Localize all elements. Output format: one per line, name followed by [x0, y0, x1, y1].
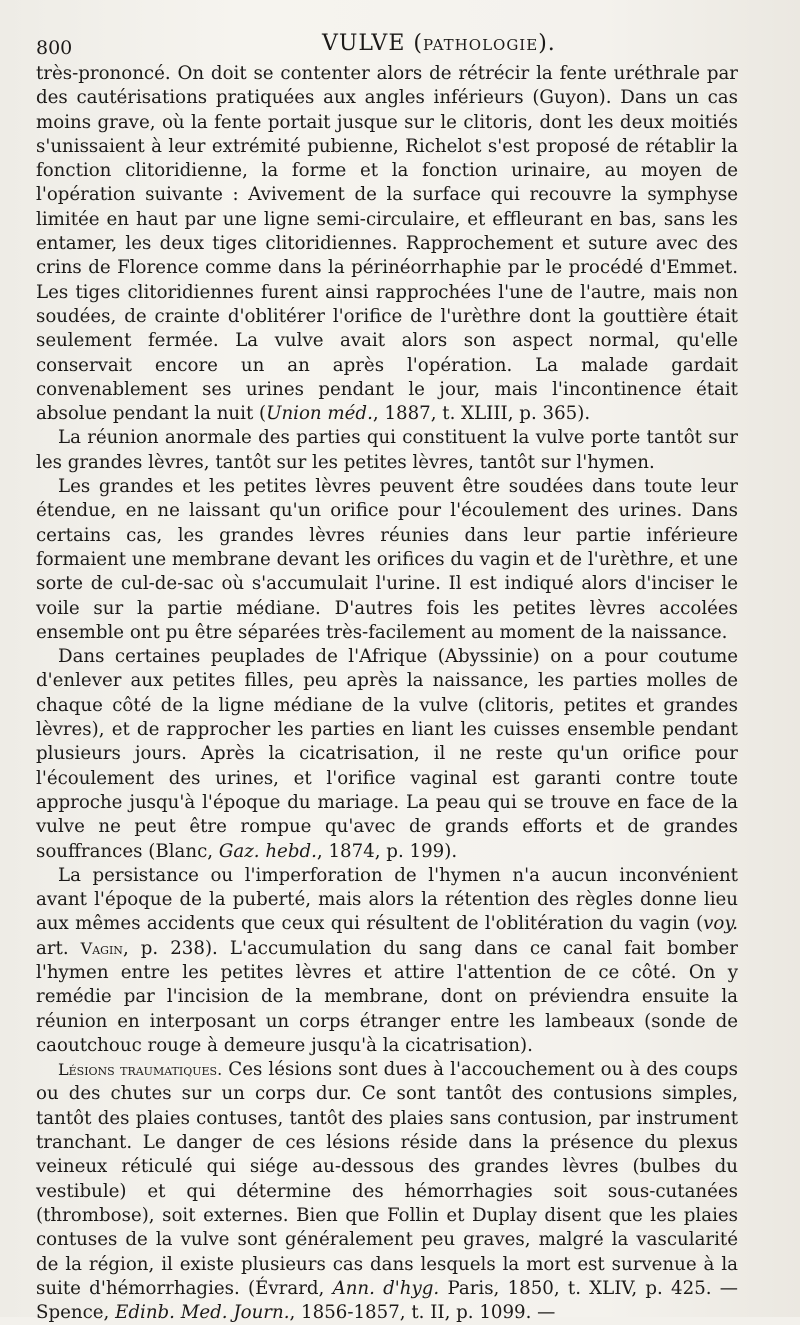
running-title-main: VULVE (: [322, 31, 423, 56]
paragraph-abyssinia: [36, 645, 738, 864]
paragraph-text: , p. 238). L'accumulation du sang dans ce canal fait bomber l'hymen entre les petites lèvres et attire l'attention de ce côté. On y remédie par l'incision de la membrane, dont on préviendra ensuite la réunion en interposant un corps étranger entre les lambeaux (sonde de caoutchouc rouge à demeure jusqu'à la cicatrisation).: [36, 937, 738, 1056]
paragraph-text: Dans certaines peuplades de l'Afrique (Abyssinie) on a pour coutume d'enlever aux petites filles, peu après la naissance, les parties molles de chaque côté de la ligne médiane de la vulve (clitoris, petites et grandes lèvres), et de rapprocher les parties en liant les cuisses ensemble pendant plusieurs jours. Après la cicatrisation, il ne reste qu'un orifice pour l'écoulement des urines, et l'orifice vaginal est garanti contre toute approche jusqu'à l'époque du mariage. La peau qui se trouve en face de la vulve ne peut être rompue qu'avec de grands efforts et de grandes souffrances (Blanc,: [36, 646, 738, 862]
paragraph-abnormal-union: La réunion anormale des parties qui constituent la vulve porte tantôt sur les grandes lèvres, tantôt sur les petites lèvres, tantôt sur l'hymen.: [36, 427, 738, 473]
section-heading-lesions: Lésions traumatiques.: [58, 1060, 223, 1080]
cross-reference-voy: voy.: [703, 913, 738, 935]
paragraph-text: , 1874, p. 199).: [316, 840, 458, 862]
paragraph-hymen: [36, 864, 738, 1058]
running-head: [36, 28, 738, 62]
paragraph-richelot-operation: [36, 62, 738, 426]
page-number: 800: [36, 37, 73, 59]
paragraph-text: , 1887, t. XLIII, p. 365).: [372, 403, 591, 425]
paragraph-traumatic-lesions: [36, 1058, 738, 1325]
citation-edinb-med-journ: Edinb. Med. Journ.: [115, 1302, 290, 1324]
citation-ann-hyg: Ann. d'hyg.: [332, 1277, 440, 1299]
cross-reference-vagin: Vagin: [80, 938, 123, 958]
running-title-small-caps: PATHOLOGIE: [422, 36, 539, 54]
paragraph-text: La persistance ou l'imperforation de l'hymen n'a aucun inconvénient avant l'époque de la puberté, mais alors la rétention des règles donne lieu aux mêmes accidents que ceux qui résultent de l'oblitération du vagin (: [36, 864, 738, 935]
running-title: [322, 30, 556, 59]
citation-union-med: Union méd.: [266, 403, 373, 425]
paragraph-text: , 1856-1857, t. II, p. 1099. —: [289, 1302, 556, 1324]
paragraph-text: art.: [36, 937, 81, 959]
paragraph-text: très-prononcé. On doit se contenter alors de rétrécir la fente uréthrale par des cautérisations pratiquées aux angles inférieurs (Guyon). Dans un cas moins grave, où la fente portait jusque sur le clitoris, dont les deux moitiés s'unissaient à leur extrémité pubienne, Richelot s'est proposé de rétablir la fonction clitoridienne, la forme et la fonction urinaire, au moyen de l'opération suivante : Avivement de la surface qui recouvre la symphyse limitée en haut par une ligne semi-circulaire, et effleurant en bas, sans les entamer, les deux tiges clitoridiennes. Rapprochement et suture avec des crins de Florence comme dans la périnéorrhaphie par le procédé d'Emmet. Les tiges clitoridiennes furent ainsi rapprochées l'une de l'autre, mais non soudées, de crainte d'oblitérer l'orifice de l'urèthre dont la gouttière était seulement fermée. La vulve avait alors son aspect normal, qu'elle conservait encore un an après l'opération. La malade gardait convenablement ses urines pendant le jour, mais l'incontinence était absolue pendant la nuit (: [36, 63, 738, 425]
body-text: [36, 62, 738, 1325]
paragraph-text: Paris, 1850, t. XLIV, p. 425. — Spence,: [36, 1277, 738, 1324]
citation-gaz-hebd: Gaz. hebd.: [218, 840, 317, 862]
running-title-close: ).: [538, 31, 556, 56]
paragraph-text: Ces lésions sont dues à l'accouchement ou à des coups ou des chutes sur un corps dur. Ce sont tantôt des contusions simples, tantôt des plaies contuses, tantôt des plaies sans contusion, par instrument tranchant. Le danger de ces lésions réside dans la présence du plexus veineux réticulé qui siége au-dessous des grandes lèvres (bulbes du vestibule) et qui détermine des hémorrhagies soit sous-cutanées (thrombose), soit externes. Bien que Follin et Duplay disent que les plaies contuses de la vulve sont généralement peu graves, malgré la vascularité de la région, il existe plusieurs cas dans lesquels la mort est survenue à la suite d'hémorrhagies. (Évrard,: [36, 1059, 738, 1299]
paragraph-labia-fusion: Les grandes et les petites lèvres peuvent être soudées dans toute leur étendue, en ne laissant qu'un orifice pour l'écoulement des urines. Dans certains cas, les grandes lèvres réunies dans leur partie inférieure formaient une membrane devant les orifices du vagin et de l'urèthre, et une sorte de cul-de-sac où s'accumulait l'urine. Il est indiqué alors d'inciser le voile sur la partie médiane. D'autres fois les petites lèvres accolées ensemble ont pu être séparées très-facilement au moment de la naissance.: [36, 476, 738, 643]
